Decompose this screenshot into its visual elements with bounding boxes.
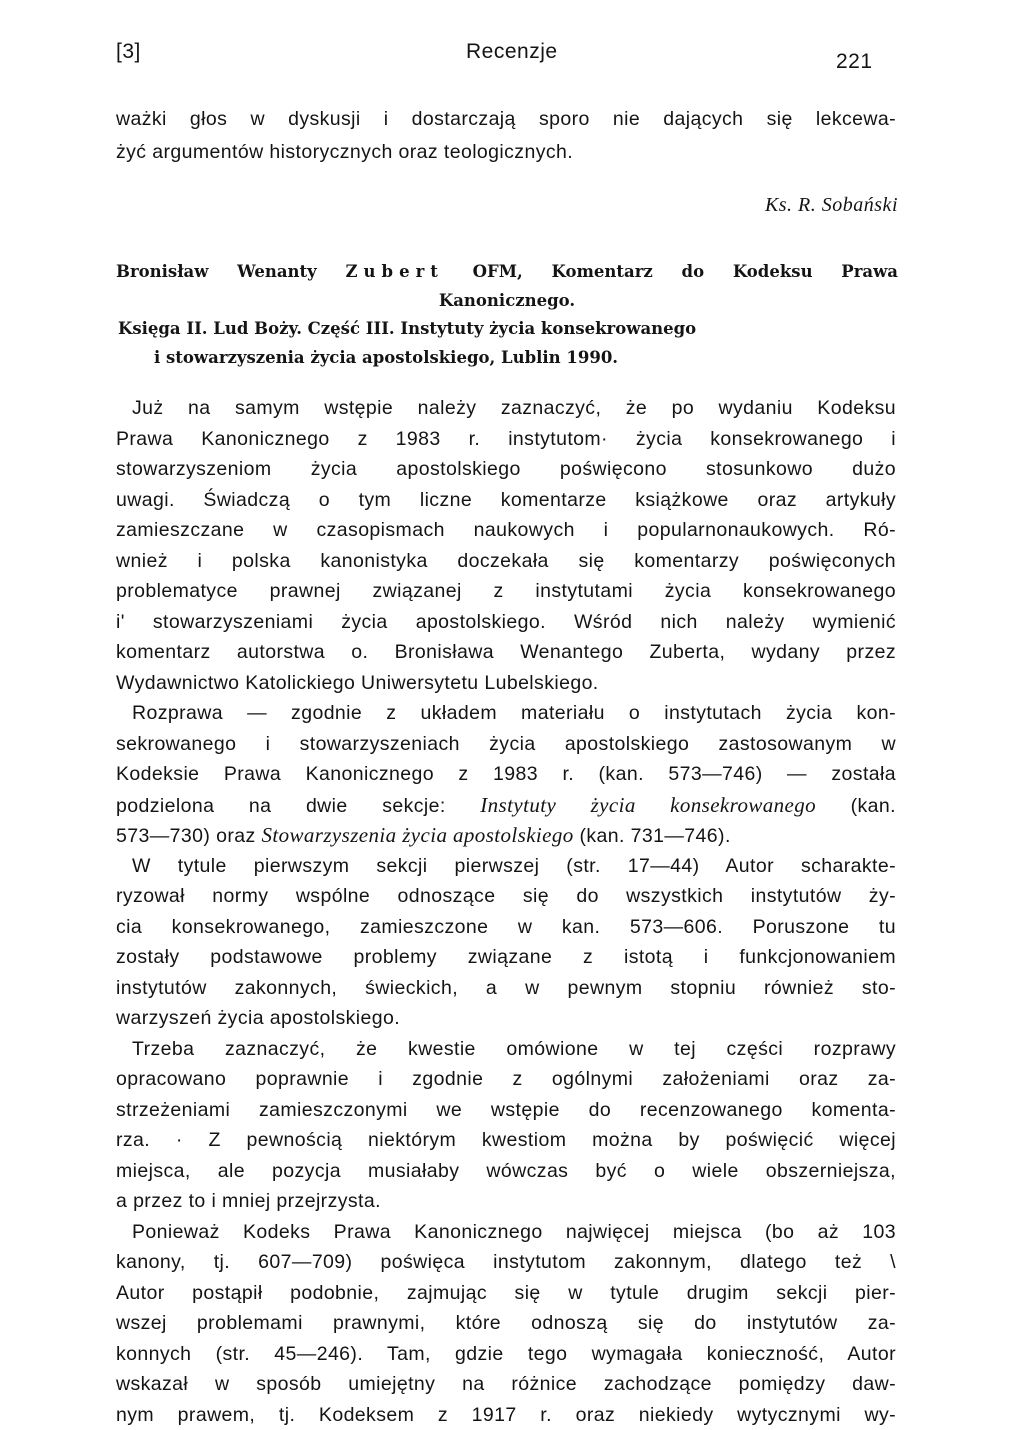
text-line: a przez to i mniej przejrzysta.: [116, 1186, 896, 1217]
text-line: nym prawem, tj. Kodeksem z 1917 r. oraz niekiedy wytycznymi wy-: [116, 1400, 896, 1430]
text-line: [116, 790, 896, 821]
citation-author-surname: Zubert: [346, 262, 444, 281]
text-line: Rozprawa — zgodnie z układem materiału o instytutach życia kon-: [116, 698, 896, 729]
text-line: [116, 820, 896, 851]
text-line: Wydawnictwo Katolickiego Uniwersytetu Lubelskiego.: [116, 668, 896, 699]
citation-line-3: Księga II. Lud Boży. Część III. Instytuty życia konsekrowanego: [116, 315, 898, 344]
text-line: strzeżeniami zamieszczonymi we wstępie do recenzowanego komenta-: [116, 1095, 896, 1126]
text-line: Już na samym wstępie należy zaznaczyć, że po wydaniu Kodeksu: [116, 393, 896, 424]
text-line: cia konsekrowanego, zamieszczone w kan. 573—606. Poruszone tu: [116, 912, 896, 943]
text-line: ryzował normy wspólne odnoszące się do wszystkich instytutów ży-: [116, 881, 896, 912]
text-line: uwagi. Świadczą o tym liczne komentarze książkowe oraz artykuły: [116, 485, 896, 516]
text-run: 573—730) oraz: [116, 825, 261, 847]
citation-author-first-names: Bronisław Wenanty: [116, 262, 346, 281]
text-line: instytutów zakonnych, świeckich, a w pewnym stopniu również sto-: [116, 973, 896, 1004]
text-line: konnych (str. 45—246). Tam, gdzie tego wymagała konieczność, Autor: [116, 1339, 896, 1370]
running-head-section: [3]: [116, 40, 141, 64]
text-line: Prawa Kanonicznego z 1983 r. instytutom· życia konsekrowanego i: [116, 424, 896, 455]
text-line: problematyce prawnej związanej z instytutami życia konsekrowanego: [116, 576, 896, 607]
text-run: (kan.: [816, 795, 896, 817]
text-run: (kan. 731—746).: [574, 825, 731, 847]
text-line: Trzeba zaznaczyć, że kwestie omówione w tej części rozprawy: [116, 1034, 896, 1065]
text-line: Ponieważ Kodeks Prawa Kanonicznego najwięcej miejsca (bo aż 103: [116, 1217, 896, 1248]
section-title-italic: Instytuty życia konsekrowanego: [480, 793, 816, 817]
text-line: Autor postąpił podobnie, zajmując się w tytule drugim sekcji pier-: [116, 1278, 896, 1309]
text-line: ważki głos w dyskusji i dostarczają sporo nie dających się lekcewa-: [116, 103, 896, 136]
text-line: zamieszczane w czasopismach naukowych i popularnonaukowych. Ró-: [116, 515, 896, 546]
text-line: stowarzyszeniom życia apostolskiego poświęcono stosunkowo dużo: [116, 454, 896, 485]
text-line: W tytule pierwszym sekcji pierwszej (str. 17—44) Autor scharakte-: [116, 851, 896, 882]
running-head-title: Recenzje: [466, 40, 558, 64]
review-body: [116, 393, 896, 1430]
text-line: i' stowarzyszeniami życia apostolskiego. Wśród nich należy wymienić: [116, 607, 896, 638]
text-line: rza. · Z pewnością niektórym kwestiom można by poświęcić więcej: [116, 1125, 896, 1156]
text-line: zostały podstawowe problemy związane z istotą i funkcjonowaniem: [116, 942, 896, 973]
text-line: wszej problemami prawnymi, które odnoszą się do instytutów za-: [116, 1308, 896, 1339]
text-line: wskazał w sposób umiejętny na różnice zachodzące pomiędzy daw-: [116, 1369, 896, 1400]
text-line: komentarz autorstwa o. Bronisława Wenantego Zuberta, wydany przez: [116, 637, 896, 668]
reviewer-signature: Ks. R. Sobański: [116, 194, 898, 217]
citation-title-start: OFM, Komentarz do Kodeksu Prawa: [444, 262, 898, 281]
text-line: miejsca, ale pozycja musiałaby wówczas być o wiele obszerniejsza,: [116, 1156, 896, 1187]
previous-review-ending: [116, 103, 896, 169]
text-line: opracowano poprawnie i zgodnie z ogólnymi założeniami oraz za-: [116, 1064, 896, 1095]
text-line: warzyszeń życia apostolskiego.: [116, 1003, 896, 1034]
text-line: kanony, tj. 607—709) poświęca instytutom zakonnym, dlatego też \: [116, 1247, 896, 1278]
citation-line-1: [116, 258, 898, 287]
text-line: sekrowanego i stowarzyszeniach życia apostolskiego zastosowanym w: [116, 729, 896, 760]
citation-line-2: Kanonicznego.: [116, 287, 898, 316]
text-run: podzielona na dwie sekcje:: [116, 795, 480, 817]
text-line: żyć argumentów historycznych oraz teologicznych.: [116, 136, 896, 169]
section-title-italic: Stowarzyszenia życia apostolskiego: [261, 823, 573, 847]
book-citation: [116, 258, 898, 372]
page-number: 221: [836, 50, 873, 74]
citation-line-4: i stowarzyszenia życia apostolskiego, Lublin 1990.: [116, 344, 898, 373]
text-line: Kodeksie Prawa Kanonicznego z 1983 r. (kan. 573—746) — została: [116, 759, 896, 790]
text-line: wnież i polska kanonistyka doczekała się komentarzy poświęconych: [116, 546, 896, 577]
